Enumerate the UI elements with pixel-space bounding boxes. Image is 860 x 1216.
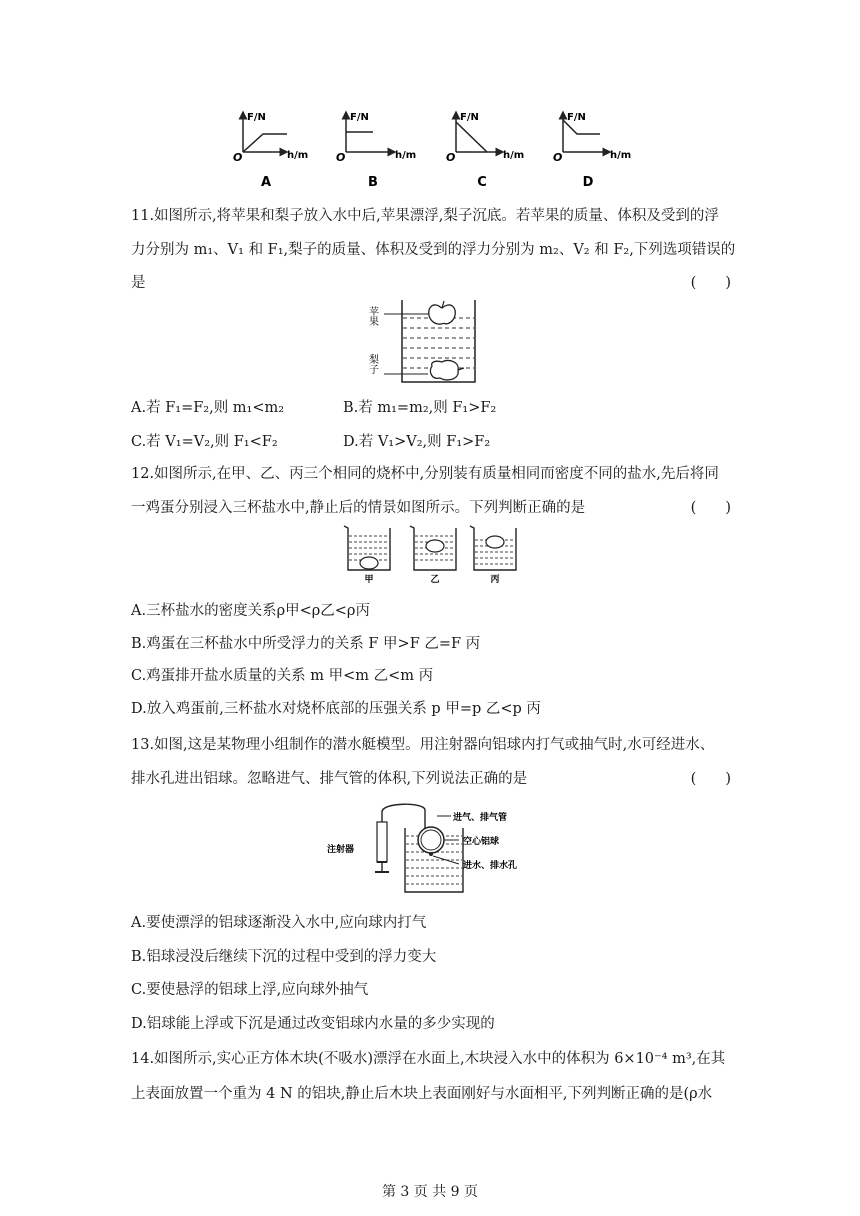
fig-label-syringe: 注射器 [327, 845, 355, 855]
q14-line-2: 上表面放置一个重为 4 N 的铝块,静止后木块上表面刚好与水面相平,下列判断正确的是(ρ水 [131, 1086, 713, 1102]
q11-line-3: 是 [131, 275, 146, 291]
q14-line-1: 14.如图所示,实心正方体木块(不吸水)漂浮在水面上,木块浸入水中的体积为 6×10⁻⁴ m³,在其 [131, 1051, 726, 1067]
q11-figure [366, 292, 490, 388]
fig-label-apple: 苹果 [366, 306, 378, 326]
q12-answer-paren: ( ) [690, 500, 731, 516]
page-number-footer: 第 3 页 共 9 页 [381, 1184, 479, 1200]
q12-option-c[interactable]: C.鸡蛋排开盐水质量的关系 m 甲<m 乙<m 丙 [131, 668, 434, 684]
q13-option-d[interactable]: D.铝球能上浮或下沉是通过改变铝球内水量的多少实现的 [131, 1016, 495, 1032]
graph-c-ylabel: F/N [460, 112, 479, 123]
graph-label-b: B [368, 175, 378, 190]
graph-b-xlabel: h/m [395, 150, 417, 161]
q12-option-a[interactable]: A.三杯盐水的密度关系ρ甲<ρ乙<ρ丙 [131, 603, 370, 619]
q13-option-a[interactable]: A.要使漂浮的铝球逐渐没入水中,应向球内打气 [131, 915, 427, 931]
graph-a [233, 112, 308, 164]
graph-c [446, 112, 524, 164]
graphs-figure [225, 100, 645, 192]
fig-label-ball: 空心铝球 [463, 837, 500, 847]
graph-d-origin: O [553, 151, 563, 164]
graph-a-xlabel: h/m [287, 150, 309, 161]
q13-answer-paren: ( ) [690, 771, 731, 787]
q11-line-1: 11.如图所示,将苹果和梨子放入水中后,苹果漂浮,梨子沉底。若苹果的质量、体积及受到的浮 [131, 208, 719, 224]
q13-option-b[interactable]: B.铝球浸没后继续下沉的过程中受到的浮力变大 [131, 949, 437, 965]
pear-shape [430, 360, 458, 380]
q11-line-2: 力分别为 m₁、V₁ 和 F₁,梨子的质量、体积及受到的浮力分别为 m₂、V₂ 和 F₂,下列选项错误的 [131, 242, 736, 258]
graph-d-xlabel: h/m [610, 150, 632, 161]
cup-yi [410, 526, 456, 585]
graph-a-origin: O [233, 151, 243, 164]
graph-b-origin: O [336, 151, 346, 164]
q12-option-b[interactable]: B.鸡蛋在三杯盐水中所受浮力的关系 F 甲>F 乙=F 丙 [131, 636, 481, 652]
q13-figure [325, 800, 545, 896]
q11-option-d[interactable]: D.若 V₁>V₂,则 F₁>F₂ [343, 434, 491, 450]
fig-label-hole: 进水、排水孔 [463, 861, 518, 871]
graph-label-c: C [477, 175, 487, 190]
fig-label-pear: 梨子 [366, 354, 378, 374]
q12-option-d[interactable]: D.放入鸡蛋前,三杯盐水对烧杯底部的压强关系 p 甲=p 乙<p 丙 [131, 701, 541, 717]
q11-option-b[interactable]: B.若 m₁=m₂,则 F₁>F₂ [343, 400, 497, 416]
graph-a-ylabel: F/N [247, 112, 266, 123]
fig-label-tube: 进气、排气管 [453, 813, 508, 823]
graph-d [553, 112, 631, 164]
cup-bing [470, 526, 516, 585]
q11-answer-paren: ( ) [690, 275, 731, 291]
graph-c-xlabel: h/m [503, 150, 525, 161]
graph-c-origin: O [446, 151, 456, 164]
q13-option-c[interactable]: C.要使悬浮的铝球上浮,应向球外抽气 [131, 982, 369, 998]
q13-line-1: 13.如图,这是某物理小组制作的潜水艇模型。用注射器向铝球内打气或抽气时,水可经进水、 [131, 737, 715, 753]
graph-b [336, 112, 416, 164]
q11-option-a[interactable]: A.若 F₁=F₂,则 m₁<m₂ [131, 400, 285, 416]
graph-label-d: D [582, 175, 594, 190]
graph-label-a: A [260, 175, 272, 190]
q12-figure [340, 522, 530, 586]
cup-label-bing: 丙 [490, 575, 500, 585]
q11-option-c[interactable]: C.若 V₁=V₂,则 F₁<F₂ [131, 434, 278, 450]
q12-line-1: 12.如图所示,在甲、乙、丙三个相同的烧杯中,分别装有质量相同而密度不同的盐水,先后将同 [131, 466, 719, 482]
cup-jia [344, 526, 390, 585]
cup-label-jia: 甲 [364, 575, 374, 585]
aluminum-ball [418, 827, 444, 853]
cup-label-yi: 乙 [430, 575, 440, 585]
q12-line-2: 一鸡蛋分别浸入三杯盐水中,静止后的情景如图所示。下列判断正确的是 [131, 500, 586, 516]
graph-d-ylabel: F/N [567, 112, 586, 123]
q13-line-2: 排水孔进出铝球。忽略进气、排气管的体积,下列说法正确的是 [131, 771, 528, 787]
graph-b-ylabel: F/N [350, 112, 369, 123]
